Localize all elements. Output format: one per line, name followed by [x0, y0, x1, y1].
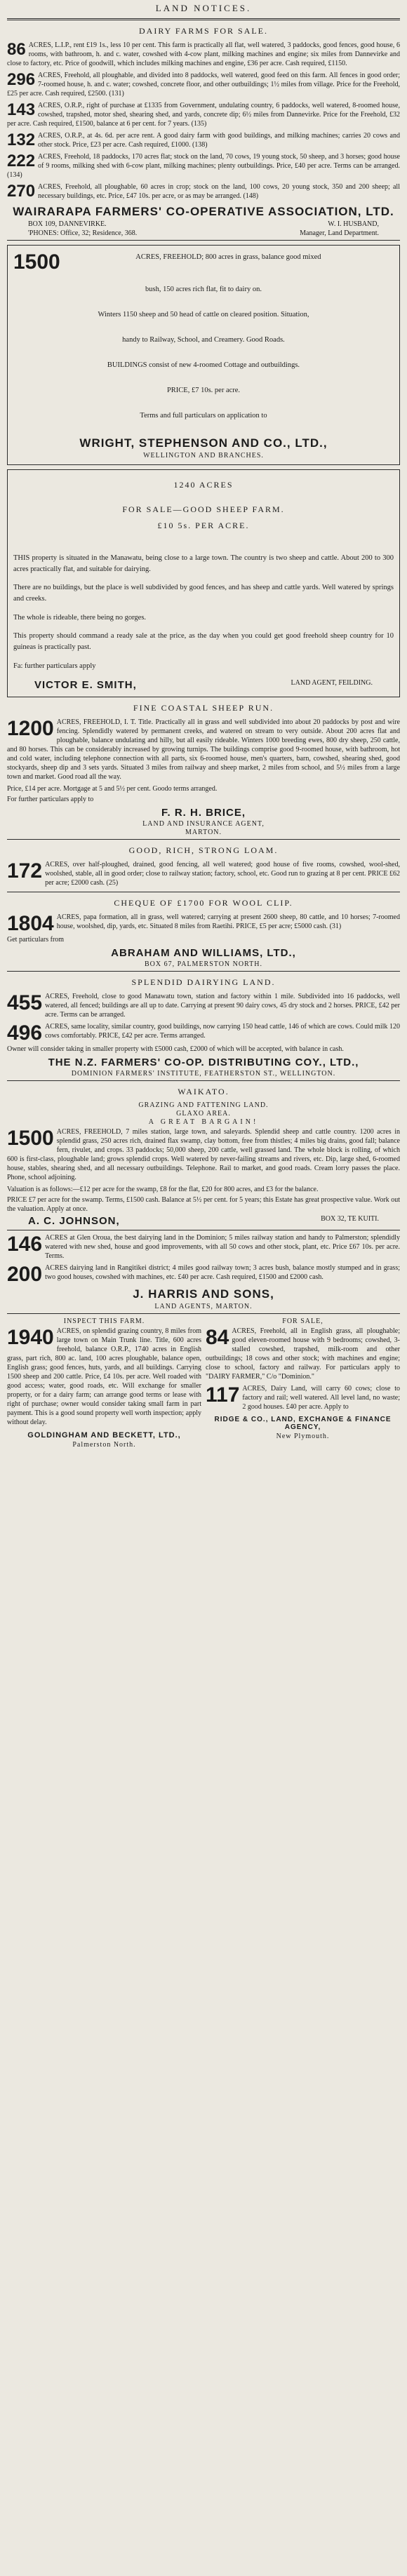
acreage-number: 270: [7, 182, 36, 201]
listing: [206, 1384, 400, 1411]
agent-name: F. R. H. BRICE,: [161, 807, 246, 819]
listing-text: ACRES, Dairy Land, will carry 60 cows; close to factory and rail; well watered. All level land, no waste; 2 good houses. £40 per acre. Apply to: [242, 1385, 400, 1411]
manager-title: Manager, Land Department.: [300, 229, 379, 237]
agency-name: WAIRARAPA FARMERS' CO-OPERATIVE ASSOCIATION, LTD.: [13, 205, 394, 218]
acreage-number: 146: [7, 1233, 43, 1256]
agency-name: WRIGHT, STEPHENSON AND CO., LTD.,: [79, 436, 328, 450]
agent-name: VICTOR E. SMITH,: [34, 679, 137, 691]
contact-row: [28, 220, 379, 228]
acreage-number: 1804: [7, 912, 54, 935]
splendid-dairying-ad: [7, 977, 400, 1078]
ad-title: 1240 ACRES: [173, 480, 234, 490]
listing-text: ACRES, on splendid grazing country, 8 miles from large town on Main Trunk line. Title, 600 acres freehold, balance O.R.P., 1740 acres in English grass, part rich, 800 ac. land, 100 acres ploughable, balance open, English grass; good fences, huts, yards, and all buildings. Carrying 1500 sheep and 200 cattle. Price, £4 10s. per acre. Well roaded with good access; water, good roads, etc. Will exchange for smaller property, or for a dairy farm; can arrange good terms or lease with right of purchase; owner would consider taking small farm in part payment. This is a good sound property well worth inspection; apply without delay.: [7, 1327, 201, 1426]
agency-address: DOMINION FARMERS' INSTITUTE, FEATHERSTON ST., WELLINGTON.: [71, 1070, 336, 1078]
subheading: GRAZING AND FATTENING LAND.: [138, 1101, 269, 1109]
agent-row: [34, 679, 373, 691]
divider: [7, 971, 400, 972]
agency-location: WELLINGTON AND BRANCHES.: [143, 452, 264, 459]
listing-text: ACRES, L.I.P., rent £19 1s., less 10 per cent. This farm is practically all flat, well watered, 3 paddocks, good fences, good house, 6 rooms, with bathroom, h. and c. water, cowshed with 4-cow plant, milking machines and engine; six miles from Dannevirke and close to factory, etc. Price of goodwill, which includes milking machines and engine, £36 per acre. Cash required, £1150.: [7, 41, 400, 67]
harris-ad: [7, 1233, 400, 1310]
particulars-line: Get particulars from: [7, 936, 65, 944]
agency-address: LAND AGENTS, MARTON.: [154, 1303, 253, 1310]
section-heading: FOR SALE,: [282, 1317, 323, 1325]
land-notices-page: [7, 0, 400, 2576]
listing-headline: [13, 250, 394, 274]
rich-loam-ad: [7, 845, 400, 889]
listing-line: Winters 1150 sheep and 50 head of cattle on cleared position. Situation,: [98, 311, 309, 318]
phone-numbers: 'PHONES: Office, 32; Residence, 368.: [28, 229, 138, 237]
acreage-number: 1500: [13, 250, 60, 274]
agent-location: LAND AGENT, FEILDING.: [291, 679, 373, 687]
price-line: PRICE £7 per acre for the swamp. Terms, £1500 cash. Balance at 5½ per cent. for 5 years; this Estate has great prospective value. Work out the valuation. Apply at once.: [7, 1196, 400, 1213]
listing: [7, 992, 400, 1019]
agent-name: A. C. JOHNSON,: [28, 1215, 120, 1227]
acreage-number: 117: [206, 1383, 240, 1407]
listing: [7, 41, 400, 68]
listing: [7, 1127, 400, 1182]
listing: [206, 1327, 400, 1381]
acreage-number: 222: [7, 152, 36, 170]
price-line: £10 5s. PER ACRE.: [157, 521, 250, 530]
listing-line: BUILDINGS consist of new 4-roomed Cottage and outbuildings.: [107, 361, 300, 369]
listing: [7, 101, 400, 128]
divider: [7, 839, 400, 840]
masthead-rule: [7, 18, 400, 20]
agent-location: MARTON.: [185, 829, 222, 836]
listing-text: ACRES, O.R.P., at 4s. 6d. per acre rent. A good dairy farm with good buildings, and milking machines; carries 20 cows and other stock. Price, £23 per acre. Cash required, £1000. (138): [38, 132, 400, 149]
price-line: Price, £14 per acre. Mortgage at 5 and 5½ per cent. Goodo terms arranged.: [7, 785, 218, 793]
section-heading: SPLENDID DAIRYING LAND.: [131, 977, 276, 987]
waikato-ad: [7, 1087, 400, 1227]
listing-text: ACRES, FREEHOLD, I. T. Title. Practically all in grass and well subdivided into about 20 paddocks by post and wire fencing. Splendidly watered by permanent creeks, and watered on stream to very outside. About 200 acres flat and ploughable, balance undulating and hilly, but all easily rideable. Winters 1000 breeding ewes, 800 dry sheep, 250 cattle, and 80 horses. This can be considerably increased by growing turnips. The buildings comprise good 9-roomed house, with bathroom, hot and cold water, including telephone connection with all parts, six 6-roomed house, men's quarters, barn, cowshed, shearing shed, good stockyards, sheep dip and 3 sets yards. Situated 3 miles from railway and sheep market, 2 miles from school, and 5½ miles from a large town and market. Good road all the way.: [7, 718, 400, 781]
listing-text: ACRES dairying land in Rangitikei district; 4 miles good railway town; 3 acres bush, balance mostly stumped and in grass; two good houses, cowshed with machines, etc. £40 per acre. Cash required, £1500 and £2000 cash.: [45, 1264, 400, 1281]
listing: [7, 1233, 400, 1261]
listing-text: ACRES, Freehold, all in English grass, all ploughable; good eleven-roomed house with 9 bedrooms; cowshed, 3-stalled cowshed, trapshed, milk-room and other outbuildings; 18 cows and other stock; with machines and engine; close to school, factory and railway. For particulars apply to "DAIRY FARMER," C/o "Dominion.": [206, 1327, 400, 1381]
listing-text: ACRES, Freehold, close to good Manawatu town, station and factory within 1 mile. Subdivided into 16 paddocks, well watered, all fenced; buildings are all up to date. Carrying at present 90 dairy cows, 45 dry stock and 2 horses. PRICE, £42 per acre. Terms can be arranged.: [45, 993, 400, 1019]
agency-address: New Plymouth.: [276, 1433, 330, 1440]
bottom-columns: [7, 1317, 400, 1449]
agency-address: Palmerston North.: [72, 1441, 136, 1449]
acreage-number: 132: [7, 130, 36, 149]
valuation-line: Valuation is as follows:—£12 per acre for the swamp, £8 for the flat, £20 for 800 acres, and £3 for the balance.: [7, 1186, 319, 1193]
listing-text: ACRES, Freehold, all ploughable, 60 acres in crop; stock on the land, 100 cows, 20 young stock, 350 and 200 sheep; all necessary buildings, etc. Price, £47 10s. per acre, or as may be arranged. (148): [38, 183, 400, 200]
listing-text: ACRES, papa formation, all in grass, well watered; carrying at present 2600 sheep, 80 cattle, and 10 horses; 7-roomed house, woolshed, dip, yards, etc. Situated 8 miles from Raetihi. PRICE, £5 per acre; £5000 cash. (31): [56, 913, 400, 930]
listing: [7, 131, 400, 149]
paragraph: The whole is rideable, there being no gorges.: [13, 613, 147, 622]
listing: [7, 860, 400, 887]
paragraph: THIS property is situated in the Manawatu, being close to a large town. The country is two sheep and cattle. About 200 to 300 acres practically flat, and suitable for dairying.: [13, 554, 394, 573]
listing-text: ACRES, over half-ploughed, drained, good fencing, all well watered; good house of five rooms, cowshed, wool-shed, woolshed, stable, all in good order; close to railway station; factory, school, etc. Good run to grazing at 8 per cent. PRICE £62 per acre; £2000 cash. (25): [45, 861, 400, 887]
listing-line: handy to Railway, School, and Creamery. Good Roads.: [122, 336, 285, 344]
divider: [7, 240, 400, 241]
acreage-number: 172: [7, 859, 43, 883]
section-heading: GOOD, RICH, STRONG LOAM.: [128, 845, 279, 855]
acreage-number: 296: [7, 70, 36, 89]
paragraph: There are no buildings, but the place is well subdivided by good fences, and has sheep and cattle yards. Well watered by springs and creeks.: [13, 584, 394, 603]
brice-ad: [7, 703, 400, 836]
address: BOX 109, DANNEVIRKE.: [28, 220, 107, 228]
section-heading: CHEQUE OF £1700 FOR WOOL CLIP.: [114, 898, 293, 908]
contact-row: [28, 229, 379, 237]
for-sale-ad: [206, 1317, 400, 1449]
dairy-farms-ad: [7, 26, 400, 237]
wright-stephenson-ad: [7, 245, 400, 465]
subheading: GLAXO AREA.: [176, 1110, 231, 1118]
listing: [7, 912, 400, 935]
acreage-number: 143: [7, 100, 36, 119]
price-line: PRICE, £7 10s. per acre.: [166, 387, 241, 394]
listing: [7, 71, 400, 98]
listing-text: ACRES, same locality, similar country, good buildings, now carrying 150 head cattle, 146 of which are cows. Could milk 120 cows comfortably. PRICE, £42 per acre. Terms arranged.: [45, 1023, 400, 1040]
listing-text: ACRES, Freehold, all ploughable, and divided into 8 paddocks, well watered, good feed on this farm. All fences in good order; 7-roomed house, h. and c. water; cowshed, concrete floor, and other outbuildings; 1½ miles from village. Price for the Freehold, £25 per acre. Cash required, £2500. (131): [7, 72, 400, 98]
section-heading: DAIRY FARMS FOR SALE.: [138, 26, 269, 36]
acreage-number: 84: [206, 1326, 229, 1349]
particulars-line: For further particulars apply to: [7, 796, 94, 803]
victor-smith-ad: [7, 469, 400, 697]
page-title: LAND NOTICES.: [155, 3, 252, 13]
section-heading: INSPECT THIS FARM.: [63, 1317, 145, 1325]
manager-name: W. I. HUSBAND,: [328, 220, 379, 228]
goldingham-ad: [7, 1317, 201, 1449]
agency-name: J. HARRIS AND SONS,: [133, 1287, 274, 1301]
agent-address: BOX 32, TE KUITI.: [321, 1215, 379, 1223]
agency-name: THE N.Z. FARMERS' CO-OP. DISTRIBUTING COY., LTD.,: [48, 1056, 359, 1068]
agent-title: LAND AND INSURANCE AGENT,: [142, 820, 265, 828]
listing: [7, 1263, 400, 1286]
listing-text: ACRES, FREEHOLD, 7 miles station, large town, and saleyards. Splendid sheep and cattle country. 1200 acres in splendid grass, 250 acres rich, drained flax swamp, clay bottom, free from thistles; 4 miles big drains, good fall; balance fern, rivulet, and crops. 33 paddocks; 50,000 sheep, 200 cattle, well grassed land. The whole block is rolling, of which 600 is first-class, ploughable land; grows splendid crops. Well watered by never-failing streams and rivers, etc. Dip, large shed, 6-roomed house, stables, shearing shed, and all necessary outbuildings. Telephone. Rail to market, and good roads. Cream lorry passes the place. Phone, school adjoining.: [7, 1128, 400, 1181]
agency-name: RIDGE & CO., LAND, EXCHANGE & FINANCE AGENCY,: [214, 1416, 392, 1431]
listing-text: ACRES, Freehold, 18 paddocks, 170 acres flat; stock on the land, 70 cows, 19 young stock, 50 sheep, and 3 horses; good house of 9 rooms, milking shed with 6-cow plant, milking machines; plenty outbuildings. Price, £40 per acre. Terms can be arranged. (134): [7, 153, 400, 179]
terms-line: Terms and full particulars on application to: [140, 412, 267, 420]
particulars-line: Fa: further particulars apply: [13, 662, 96, 670]
acreage-number: 496: [7, 1021, 43, 1045]
section-heading: WAIKATO.: [178, 1087, 229, 1096]
acreage-number: 86: [7, 40, 26, 59]
listing: [7, 1021, 400, 1045]
subheading: A GREAT BARGAIN!: [148, 1118, 259, 1126]
divider: [7, 1080, 400, 1081]
wool-clip-ad: [7, 898, 400, 968]
ad-subtitle: FOR SALE—GOOD SHEEP FARM.: [122, 504, 285, 514]
listing-text: ACRES at Glen Oroua, the best dairying land in the Dominion; 5 miles railway station and handy to Palmerston; splendidly watered with new shed, house and good improvements, with all 50 cows and other stock, plant, etc. Price £67 10s. per acre. Terms.: [45, 1234, 400, 1260]
divider: [7, 1313, 400, 1314]
agent-row: [28, 1215, 379, 1227]
agency-name: GOLDINGHAM AND BECKETT, LTD.,: [27, 1431, 181, 1440]
acreage-number: 455: [7, 991, 43, 1014]
listing: [7, 718, 400, 781]
acreage-number: 1200: [7, 717, 54, 740]
agency-name: ABRAHAM AND WILLIAMS, LTD.,: [111, 947, 296, 959]
section-heading: FINE COASTAL SHEEP RUN.: [133, 703, 274, 713]
acreage-number: 1500: [7, 1127, 54, 1150]
listing: [7, 1327, 201, 1427]
agency-address: BOX 67, PALMERSTON NORTH.: [144, 960, 263, 968]
acreage-number: 1940: [7, 1326, 54, 1349]
listing: [7, 152, 400, 180]
paragraph: This property should command a ready sale at the price, as the day when you could get good freehold sheep country for 10 guineas is practically past.: [13, 632, 394, 651]
acreage-number: 200: [7, 1263, 43, 1286]
listing-line: bush, 150 acres rich flat, fit to dairy on.: [145, 286, 262, 293]
listing-line: ACRES, FREEHOLD; 800 acres in grass, balance good mixed: [135, 253, 321, 261]
listing-note: Owner will consider taking in smaller property with £5000 cash, £2000 of which will be accepted, with balance in cash.: [7, 1045, 344, 1053]
listing-text: ACRES, O.R.P., right of purchase at £1335 from Government, undulating country, 6 paddocks, well watered, 8-roomed house, cowshed, trapshed, motor shed, shearing shed, and yards, concrete dip; 6½ miles from Dannevirke. Price for the Freehold, £32 per acre. Cash required, £1500, balance at 6 per cent. for 7 years. (135): [7, 102, 400, 128]
listing: [7, 182, 400, 201]
